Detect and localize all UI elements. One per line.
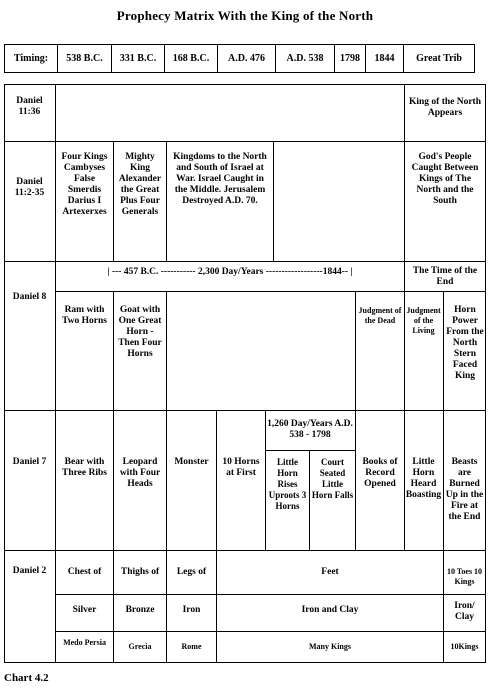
horn-power-from-the-north: Horn Power From the North Stern Faced King [446, 305, 484, 381]
timing-date: Great Trib [404, 45, 475, 73]
daniel-2-cell: Many Kings [308, 642, 351, 651]
daniel-2-cell: 10 Toes 10 Kings [446, 567, 483, 586]
row-label-daniel-8: Daniel 8 [12, 292, 47, 302]
little-horn-heard-boasting: Little Horn Heard Boasting [405, 457, 442, 500]
row-label-daniel-2: Daniel 2 [12, 566, 47, 576]
timing-date: A.D. 538 [276, 45, 335, 73]
daniel-2-cell: Silver [72, 605, 97, 615]
row-label-daniel-7: Daniel 7 [12, 457, 47, 467]
daniel-2-cell: Feet [321, 567, 339, 577]
daniel-2-cell: Bronze [125, 605, 155, 615]
1260-day-years-period: 1,260 Day/Years A.D. 538 - 1798 [267, 419, 353, 440]
2300-day-years-span: | --- 457 B.C. ----------- 2,300 Day/Years ------------------1844-- | [107, 267, 353, 277]
row-label-daniel-11-2-35: Daniel 11:2-35 [14, 177, 45, 198]
four-kings: Four Kings Cambyses False Smerdis Darius I Artexerxes [61, 152, 108, 217]
judgment-of-the-living: Judgment of the Living [406, 306, 441, 335]
timing-row [4, 44, 475, 73]
timing-date: 538 B.C. [58, 45, 112, 73]
books-of-record-opened: Books of Record Opened [362, 457, 398, 489]
court-seated: Court Seated Little Horn Falls [311, 457, 354, 500]
little-horn-rises: Little Horn Rises Uproots 3 Horns [268, 457, 307, 511]
timing-date: 1844 [366, 45, 404, 73]
king-of-the-north-appears: King of the North Appears [408, 97, 482, 118]
timing-date: A.D. 476 [218, 45, 276, 73]
kingdoms-at-war: Kingdoms to the North and South of Israel at War. Israel Caught in the Middle. Jerusalem Destroyed A.D. 70. [173, 152, 267, 206]
daniel-2-cell: Thighs of [120, 567, 160, 577]
goat-with-great-horn: Goat with One Great Horn - Then Four Horns [118, 305, 162, 359]
ten-horns-at-first: 10 Horns at First [222, 457, 260, 478]
daniel-2-cell: Rome [181, 642, 202, 651]
leopard-with-four-heads: Leopard with Four Heads [119, 457, 161, 489]
gods-people-caught: God's People Caught Between Kings of The North and the South [411, 152, 479, 206]
daniel-2-cell: Iron [182, 605, 201, 615]
timing-date: 168 B.C. [165, 45, 218, 73]
beasts-burned-up: Beasts are Burned Up in the Fire at the End [445, 457, 484, 522]
timing-date: 331 B.C. [112, 45, 165, 73]
daniel-2-cell: Iron/ Clay [454, 601, 475, 622]
daniel-2-cell: Grecia [128, 642, 152, 651]
daniel-2-cell: Legs of [176, 567, 207, 577]
judgment-of-the-dead: Judgment of the Dead [358, 306, 402, 325]
daniel-2-cell: Medo Persia [63, 638, 106, 647]
chart-caption: Chart 4.2 [4, 672, 49, 684]
bear-with-three-ribs: Bear with Three Ribs [62, 457, 107, 478]
page-title: Prophecy Matrix With the King of the North [116, 8, 374, 23]
time-of-the-end: The Time of the End [412, 266, 478, 287]
monster: Monster [174, 457, 209, 467]
daniel-2-cell: 10Kings [450, 642, 479, 651]
row-label-daniel-11-36: Daniel 11:36 [16, 96, 43, 117]
mighty-king: Mighty King Alexander the Great Plus Four Generals [118, 152, 162, 217]
timing-label: Timing: [5, 45, 58, 73]
daniel-2-cell: Chest of [67, 567, 102, 577]
timing-date: 1798 [335, 45, 366, 73]
daniel-2-cell: Iron and Clay [301, 605, 359, 615]
ram-with-two-horns: Ram with Two Horns [62, 305, 107, 326]
